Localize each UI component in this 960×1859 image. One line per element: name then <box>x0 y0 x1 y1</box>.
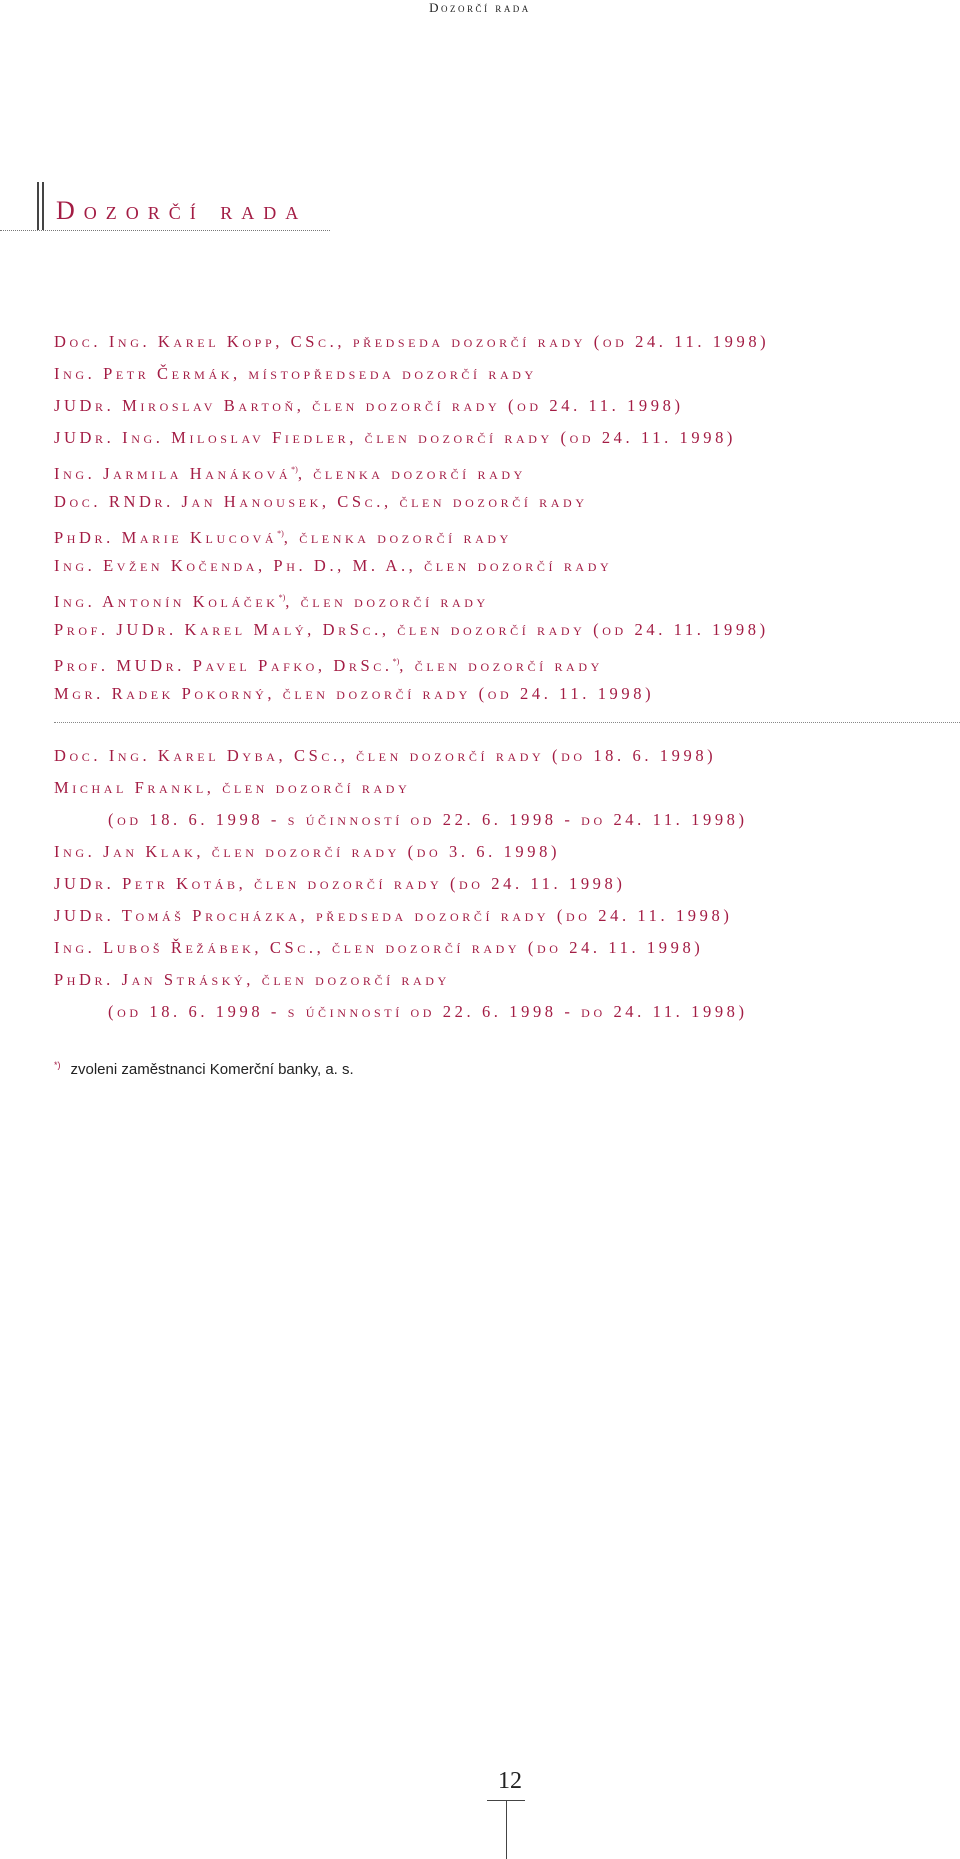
former-members-list <box>54 740 954 1028</box>
member-text: Mgr. Radek Pokorný, člen dozorčí rady (od 24. 11. 1998) <box>54 684 655 703</box>
member-row <box>54 996 954 1028</box>
footnote-reference: *) <box>277 529 284 538</box>
member-text: Ing. Luboš Řežábek, CSc., člen dozorčí rady (do 24. 11. 1998) <box>54 938 704 957</box>
member-text: JUDr. Petr Kotáb, člen dozorčí rady (do 24. 11. 1998) <box>54 874 626 893</box>
member-text: Prof. MUDr. Pavel Pafko, DrSc. <box>54 656 393 675</box>
running-head: Dozorčí rada <box>429 0 531 15</box>
member-row <box>54 518 954 550</box>
page-number-stem <box>506 1800 507 1859</box>
page-title: Dozorčí rada <box>56 196 308 225</box>
member-role: , členka dozorčí rady <box>297 464 526 483</box>
member-text: Doc. Ing. Karel Dyba, CSc., člen dozorčí rady (do 18. 6. 1998) <box>54 746 717 765</box>
member-row <box>54 900 954 932</box>
member-row <box>54 454 954 486</box>
member-text: PhDr. Marie Klucová <box>54 528 278 547</box>
member-text: Prof. JUDr. Karel Malý, DrSc., člen dozorčí rady (od 24. 11. 1998) <box>54 620 769 639</box>
member-row <box>54 868 954 900</box>
footnote <box>54 1060 354 1078</box>
member-text: JUDr. Miroslav Bartoň, člen dozorčí rady (od 24. 11. 1998) <box>54 396 684 415</box>
member-role: , členka dozorčí rady <box>283 528 512 547</box>
member-row <box>54 804 954 836</box>
footnote-mark: *) <box>54 1060 61 1070</box>
member-text: Michal Frankl, člen dozorčí rady <box>54 778 411 797</box>
member-text: (od 18. 6. 1998 - s účinností od 22. 6. 1998 - do 24. 11. 1998) <box>108 1002 748 1021</box>
footnote-text: zvoleni zaměstnanci Komerční banky, a. s. <box>70 1061 354 1078</box>
member-row <box>54 582 954 614</box>
member-text: Ing. Petr Čermák, místopředseda dozorčí rady <box>54 364 537 383</box>
member-row <box>54 932 954 964</box>
member-text: (od 18. 6. 1998 - s účinností od 22. 6. 1998 - do 24. 11. 1998) <box>108 810 748 829</box>
member-row <box>54 678 954 710</box>
member-text: Ing. Evžen Kočenda, Ph. D., M. A., člen dozorčí rady <box>54 556 613 575</box>
member-row <box>54 836 954 868</box>
member-role: , člen dozorčí rady <box>399 656 603 675</box>
member-text: JUDr. Ing. Miloslav Fiedler, člen dozorčí rady (od 24. 11. 1998) <box>54 428 737 447</box>
section-divider <box>54 722 960 723</box>
member-row <box>54 326 954 358</box>
member-text: Ing. Antonín Koláček <box>54 592 279 611</box>
member-row <box>54 964 954 996</box>
footnote-reference: *) <box>291 465 298 474</box>
member-row <box>54 614 954 646</box>
current-members-list <box>54 326 954 710</box>
footnote-reference: *) <box>392 657 400 666</box>
title-bar <box>37 182 39 230</box>
title-bar <box>42 182 44 230</box>
member-row <box>54 422 954 454</box>
footnote-reference: *) <box>278 593 286 602</box>
title-underline <box>0 230 330 231</box>
member-row <box>54 550 954 582</box>
member-row <box>54 646 954 678</box>
member-text: PhDr. Jan Stráský, člen dozorčí rady <box>54 970 450 989</box>
member-text: Doc. Ing. Karel Kopp, CSc., předseda dozorčí rady (od 24. 11. 1998) <box>54 332 770 351</box>
member-text: Ing. Jarmila Hanáková <box>54 464 292 483</box>
member-row <box>54 772 954 804</box>
member-row <box>54 390 954 422</box>
member-text: JUDr. Tomáš Procházka, předseda dozorčí rady (do 24. 11. 1998) <box>54 906 733 925</box>
member-text: Ing. Jan Klak, člen dozorčí rady (do 3. 6. 1998) <box>54 842 561 861</box>
member-role: , člen dozorčí rady <box>285 592 489 611</box>
page-number: 12 <box>498 1768 522 1794</box>
title-block <box>0 182 330 234</box>
member-row <box>54 740 954 772</box>
member-row <box>54 358 954 390</box>
member-text: Doc. RNDr. Jan Hanousek, CSc., člen dozorčí rady <box>54 492 588 511</box>
member-row <box>54 486 954 518</box>
